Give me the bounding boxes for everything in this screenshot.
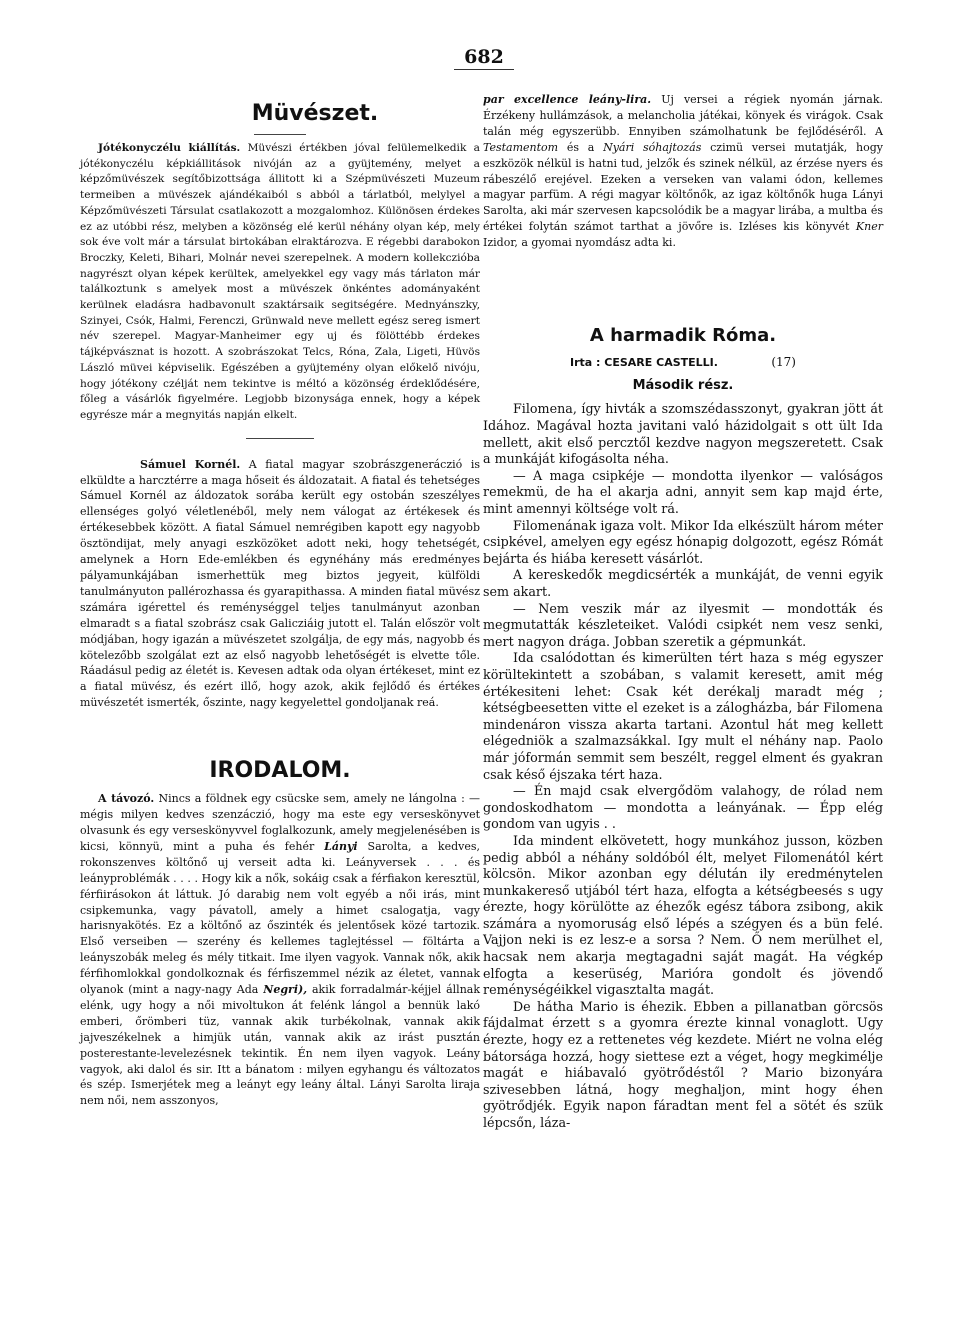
review-body: Uj versei a régiek nyomán járnak. Érzékeny hullámzások, a melancholia játékai, könyek és virágok. Csak talán még egyszerübb. Ennyiben számolhatunk be fejlődéséről. A [483,93,883,138]
novel-paragraph: Filomena, így hivták a szomszédasszonyt, gyakran jött át Idához. Magával hozta javitani való házidolgait s ott ült Ida mellett, akit első percztől kezdve nagyon megszeretett. Csak a munkáját kifogásolta néha. [483,401,883,467]
novel-chapter-number: (17) [771,355,796,370]
article-charity-exhibition [80,141,480,424]
review-body: czimü versei mutatják, hogy eszközök nélkül is hatni tud, jelzők és szinek nélkül, az érzése nyers és rábeszélő erejével. Ezeken a verseken van valami ódon, kellemes magyar parfüm. A régi magyar költőnők, az igaz költőnők huga Lányi Sarolta, aki már szervesen kapcsolódik be a magyar lirába, a multba és értékei folytán számot tarthat a jövőre is. Izléses kis könyvét [483,140,883,234]
novel-paragraph: A kereskedők megdicsérték a munkáját, de venni egyik sem akart. [483,567,883,599]
title-divider [254,134,306,135]
section-title-art: Müvészet. [251,101,379,126]
review-a-tavozo [80,791,480,1109]
novel-paragraph: — Nem veszik már az ilyesmit — mondották és megmutatták készleteiket. Valódi csipkét nem vesz senki, mert nagyon drága. Jobban szeretik a gépmunkát. [483,600,883,649]
article-lead: Sámuel Kornél. [140,457,241,471]
review-body: Sarolta, a kedves, rokonszenves költőnő uj verseit adta ki. Leányversek . . . és leányproblémák . . . . Hogy kik a nők, sokáig csak a férfiakon keresztül, férfiirásokon át láttuk. Jó darabig nem volt egyéb a női irás, mint csipkemunka, vagy pávatoll, amely a himet csalogatja, vagy harisnyakötés. Ez a költőnő az őszinték és jelentősek közé tartozik. Első verseiben — szerény és kellemes taglejtéssel — föltárta a leányszobák meleg és mély titkait. Ime ilyen vagyok. Vannak nők, akik férfihomlokkal gondolkoznak és férfiszemmel nézik az életet, vannak olyanok (mint a nagy-nagy Ada [80,839,481,997]
review-body: Nincs a földnek egy csücske sem, amely ne lángolna : — mégis milyen kedves szenzáczió, hogy ma este egy verseskönyvet olvasunk és egy verseskönyvvel foglalkozunk, amely megjelenésében is kicsi, könnyü, mint a puha és fehér [80,792,480,853]
article-samuel-kornel [80,457,480,712]
novel-paragraph: — A maga csipkéje — mondotta ilyenkor — valóságos remekmü, de ha el akarja adni, annyit sem kap majd érte, mint amennyi költsége volt rá. [483,467,883,517]
novel-paragraph: Ida csalódottan és kimerülten tért haza s még egyszer körültekintett a szobában, s valamit keresett, amit még értékesiteni lehet: Csak két derékalj maradt még ; kétségbeesetten vitte el ezeket is a zálogházba, bár Filomena mindenáron vissza akarta tartani. Azontul hát meg kellett elégedniök a szalmazsákkal. Igy mult el néhány nap. Paolo már jóformán semmit sem beszélt, reggel elment és gyakran csak késő éjszaka tért haza. [483,650,883,782]
novel-author: Irta : CESARE CASTELLI. [570,356,718,370]
review-body: és a [566,140,595,154]
review-name: Lányi [324,839,358,853]
novel-title: A harmadik Róma. [589,325,777,347]
review-book-title: Testamentom [483,140,559,154]
article-body: Müvészi értékben jóval felülemelkedik a jótékonyczélu képkiállitások nivóján az a gyüjtemény, melyet a képzőmüvészek segítőbizottsága állitott ki a Szépmüvészeti Muzeum termeiben a müvészek ajándékaiból s abból a tárlatból, melylyel a Képzőmüvészeti Társulat csatlakozott a mozgalomhoz. Különösen érdekes ez az utóbbi rész, melyben a közönség elé kerül néhány olyan kép, mely sok éve volt már a társulat birtokában elraktározva. E régebbi darabokon Broczky, Keleti, Bihari, Molnár nevei szerepelnek. A modern kollekczióba nagyrészt olyan képek kerültek, amelyekkel egy vagy más tárlaton már találkoztunk s amelyek most a müvészek önkéntes adományaként kerülnek eladásra hadbavonult szaktársaik segitségére. Mednyánszky, Szinyei, Csók, Halmi, Ferenczi, Grünwald neve mellett egész sereg ismert név szerepel. Magyar-Manheimer egy uj és fölöttébb érdekes tájképvásznat is hozott. A szobrászokat Telcs, Róna, Zala, Ligeti, Hüvös László müvei képviselik. Egészében a gyüjtemény olyan előkelő nivóju, hogy jótékony czélját nem tekintve is méltó a közönség érdeklődésére, főleg a vásárlók figyelmére. Legjobb bizonysága ennek, hogy a képek egyrésze már a megnyitás napján elkelt. [80,142,480,421]
novel-byline [483,355,883,372]
novel-paragraph: — Én majd csak elvergődöm valahogy, de rólad nem gondoskodhatom — mondotta a leányának. — Épp elég gondom van ugyis . . [483,783,883,832]
article-body: A fiatal magyar szobrászgeneráczió is elküldte a harcztérre a maga hőseit és áldozatait. A fiatal és tehetséges Sámuel Kornél az áldozatok sorába került egy ostobán szeszélyes ellenséges golyó véletlenéből, mely nem válogat az értékesek és értékesebbek között. A fiatal Sámuel nemrégiben kapott egy nagyobb ösztöndijat, mely anyagi eszközöket adott neki, hogy tehetségét, amelynek a Horn Ede-emlékben és egynéhány más eredményes pályamunkájában ismerhettük meg biztos jegyeit, külföldi tanulmányuton pallérozhassa és gyarapithassa. A minden fiatal müvész számára igérettel és reménységgel teljes tanulmányut azonban elmaradt s a fiatal szobrász csak Galicziáig jutott el. Talán először volt módjában, hogy igazán a müvészetet szolgálja, de egy más, nagyobb és kötelezőbb szolgálat ezt az első nagyobb lehetőségét is elvette tőle. Ráadásul pedig az életét is. Kevesen adtak oda olyan értékeset, mint ez a fiatal müvész, és ezért illő, hogy azok, akik fejlődő és értékes müvészetét ismerték, őszinte, nagy kegyelettel gondoljanak reá. [80,457,481,710]
review-body: akik forradalmár-kéjjel állnak elénk, ugy hogy a női mivoltukon át felénk lángol a bennük lakó emberi, őrömberi tüz, vannak akik turbékolnak, vannak akik jajveszékelnek a himjük után, vannak akik az irást pusztán posterestante-levelezésnek tekintik. Én nem ilyen vagyok. Leány vagyok, aki dalol és sir. Itt a bánatom : milyen egyhangu és változatos és szép. Ismerjétek meg a leányt egy leány által. Lányi Sarolta liraja nem női, nem asszonyos, [80,983,481,1108]
review-body: Izidor, a gyomai nyomdász adta ki. [483,236,676,250]
novel-part-title: Második rész. [632,377,734,393]
article-lead: Jótékonyczélu kiállítás. [98,142,241,154]
review-publisher: Kner [855,220,883,234]
review-phrase: par excellence leány-lira. [483,93,652,106]
review-continuation [483,92,883,251]
review-name: Negri), [263,983,308,997]
novel-paragraph: De hátha Mario is éhezik. Ebben a pillanatban görcsös fájdalmat érzett s a gyomra érezte kinnal vonaglott. Ugy érezte, hogy ez a rettenetes vég kezdete. Miért ne volna elég bátorsága hozzá, hogy siettese ezt a véget, hogy megkimélje magát e hiábavaló gyötrődéstől ? Mario bizonyára szivesebben látná, hogy meghaljon, mint hogy éhen gyötrődjék. Egyik napon fáradtan ment fel a sötét és szük lépcsőn, láza- [483,998,883,1130]
review-lead: A távozó. [98,792,155,806]
article-divider [246,438,314,439]
right-column [483,92,883,1132]
left-column [80,92,480,1109]
review-book-title: Nyári sóhajtozás [603,140,702,154]
novel-paragraph: Ida mindent elkövetett, hogy munkához jusson, közben pedig abból a néhány soldóból élt, melyet Filomenától kért kölcsön. Mikor azonban egy délután ily eredménytelen munkakereső utjából tért haza, elfogta a kétségbeesés s ugy érezte, hogy körülötte az éhezők egész tábora zsibong, akik számára a nyomoruság első lépés a szégyen és a bün felé. Vajjon neki is ez lesz-e a sorsa ? Nem. Ő nem merülhet el, hacsak nem akarja megtagadni saját magát. Ha végkép elfogta a keserüség, Marióra gondolt és jövendő reménységéikkel vigasztalta magát. [483,832,883,998]
section-title-literature: IRODALOM. [209,758,351,784]
novel-text [483,401,883,1131]
novel-paragraph: Filomenának igaza volt. Mikor Ida elkészült három méter csipkével, amelyen egy egész hónapig dolgozott, egész Rómát bejárta és hiába keresett vásárlót. [483,517,883,566]
page-number: 682 [454,45,514,70]
